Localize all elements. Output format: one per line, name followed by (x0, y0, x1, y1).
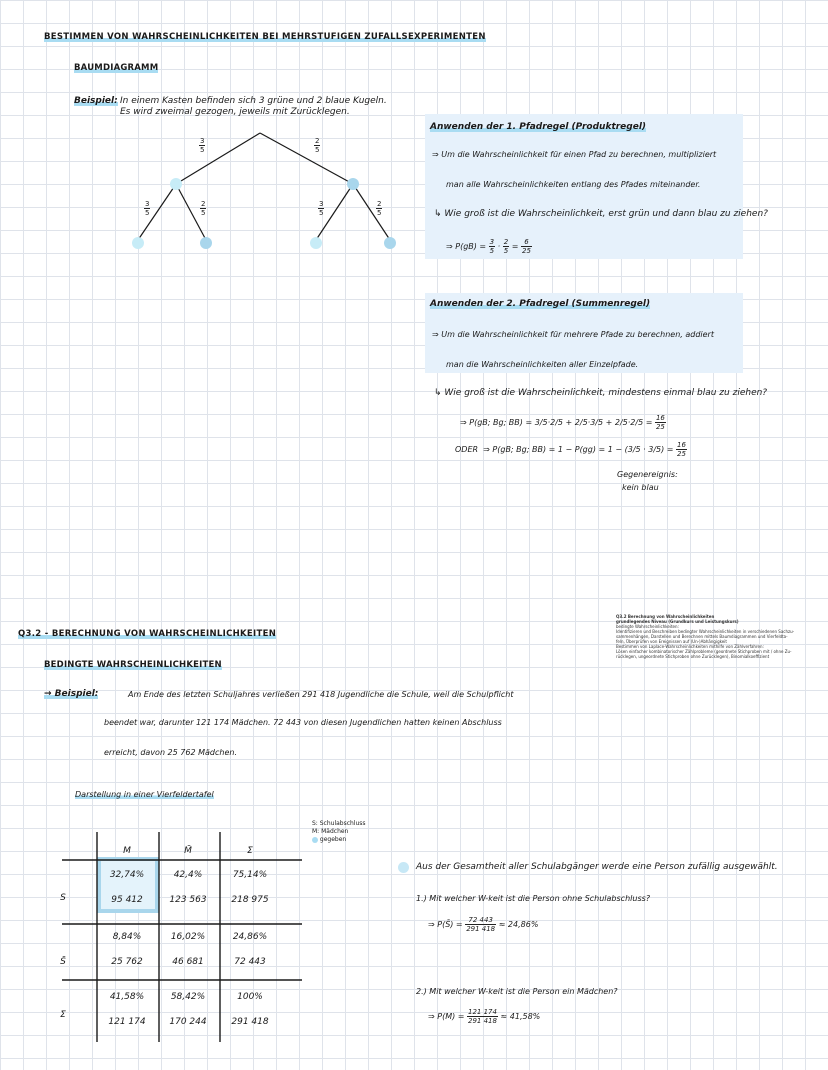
kein-blau: kein blau (622, 483, 659, 492)
example2-label: → Beispiel: (44, 689, 99, 699)
branch-rr (353, 184, 390, 240)
cell-total-pct: 100% (237, 992, 263, 1002)
cell-nots-notm-pct: 16,02% (170, 932, 206, 942)
cell-sum-m-pct: 41,58% (109, 992, 145, 1002)
cell-nots-sum-pct: 24,86% (232, 932, 268, 942)
rule2-formula1: ⇒ P(gB; Bg; BB) = 3/5·2/5 + 2/5·3/5 + 2/5·2/5 = $\frac{16}{25}$ (460, 414, 665, 431)
node-green-blue (200, 237, 212, 249)
question1-formula: ⇒ P(S̄) = $\frac{72 443}{291 418}$ ≈ 24,86% (428, 916, 539, 933)
prob-lr: $\frac{2}{5}$ (201, 200, 206, 217)
cell-sum-notm-pct: 58,42% (170, 992, 206, 1002)
question1: 1.) Mit welcher W-keit ist die Person ohne Schulabschluss? (416, 894, 651, 903)
row-header-sum: Σ (60, 1010, 66, 1020)
gegenereignis: Gegenereignis: (617, 470, 678, 479)
rule1-formula: ⇒ P(gB) = $\frac{3}{5}$ · $\frac{2}{5}$ = $\frac{6}{25}$ (446, 238, 531, 255)
row-header-not-s: S̄ (60, 957, 66, 967)
node-green-green (132, 237, 144, 249)
cell-total-abs: 291 418 (231, 1017, 269, 1027)
section2-title: Q3.2 - BERECHNUNG VON WAHRSCHEINLICHKEITEN (18, 629, 277, 639)
section2-subtitle: BEDINGTE WAHRSCHEINLICHKEITEN (44, 660, 222, 670)
question2-formula: ⇒ P(M) = $\frac{121 174}{291 418}$ ≈ 41,58% (428, 1008, 541, 1025)
cell-nots-m-pct: 8,84% (112, 932, 142, 942)
cell-nots-notm-abs: 46 681 (172, 957, 204, 967)
cell-s-m-pct: 32,74% (109, 870, 145, 880)
section1-subtitle: BAUMDIAGRAMM (74, 63, 159, 73)
prob-top-left: $\frac{3}{5}$ (200, 137, 205, 154)
rule2-question: ↳ Wie groß ist die Wahrscheinlichkeit, mindestens einmal blau zu ziehen? (434, 388, 768, 398)
col-header-m: M (123, 846, 131, 856)
node-blue-blue (384, 237, 396, 249)
cell-nots-m-abs: 25 762 (111, 957, 143, 967)
example-line1: In einem Kasten befinden sich 3 grüne und 2 blaue Kugeln. (120, 96, 387, 106)
cell-sum-notm-abs: 170 244 (169, 1017, 207, 1027)
legend-s: S: Schulabschluss (312, 820, 366, 827)
cell-s-notm-pct: 42,4% (173, 870, 203, 880)
cell-s-sum-pct: 75,14% (232, 870, 268, 880)
prob-rl: $\frac{3}{5}$ (319, 200, 324, 217)
example-line2: Es wird zweimal gezogen, jeweils mit Zurücklegen. (120, 107, 350, 117)
prob-top-right: $\frac{2}{5}$ (315, 137, 320, 154)
legend (312, 820, 366, 844)
node-blue-green (310, 237, 322, 249)
cell-s-m-abs: 95 412 (111, 895, 143, 905)
col-header-not-m: M̄ (184, 846, 192, 856)
prob-rr: $\frac{2}{5}$ (377, 200, 382, 217)
cell-sum-m-abs: 121 174 (108, 1017, 146, 1027)
section1-title: BESTIMMEN VON WAHRSCHEINLICHKEITEN BEI MEHRSTUFIGEN ZUFALLSEXPERIMENTEN (44, 32, 486, 42)
node-blue (347, 178, 359, 190)
table-label: Darstellung in einer Vierfeldertafel (75, 790, 214, 799)
prob-ll: $\frac{3}{5}$ (145, 200, 150, 217)
rule2-line2: man die Wahrscheinlichkeiten aller Einzelpfade. (446, 360, 639, 369)
example-label: Beispiel: (74, 96, 118, 106)
question2: 2.) Mit welcher W-keit ist die Person ein Mädchen? (416, 987, 618, 996)
legend-m: M: Mädchen (312, 828, 349, 835)
rule1-line2: man alle Wahrscheinlichkeiten entlang des Pfades miteinander. (446, 180, 701, 189)
rule2-title: Anwenden der 2. Pfadregel (Summenregel) (430, 299, 651, 309)
branch-top-left (176, 133, 260, 184)
rule1-title: Anwenden der 1. Pfadregel (Produktregel) (430, 122, 647, 132)
example2-line2: beendet war, darunter 121 174 Mädchen. 72 443 von diesen Jugendlichen hatten keinen Abschluss (104, 718, 502, 727)
questions-intro: Aus der Gesamtheit aller Schulabgänger werde eine Person zufällig ausgewählt. (416, 862, 778, 872)
legend-given: gegeben (312, 836, 366, 844)
col-header-sum: Σ (247, 846, 253, 856)
bullet-dot (398, 862, 409, 873)
rule2-formula2: ODER ⇒ P(gB; Bg; BB) = 1 − P(gg) = 1 − (3/5 · 3/5) = $\frac{16}{25}$ (455, 441, 686, 458)
example2-line1: Am Ende des letzten Schuljahres verließen 291 418 Jugendliche die Schule, weil die Schulpflicht (128, 690, 514, 699)
cell-s-notm-abs: 123 563 (169, 895, 207, 905)
rule2-line1: ⇒ Um die Wahrscheinlichkeit für mehrere Pfade zu berechnen, addiert (432, 330, 714, 339)
cell-s-sum-abs: 218 975 (231, 895, 269, 905)
example2-line3: erreicht, davon 25 762 Mädchen. (104, 748, 237, 757)
rule1-line1: ⇒ Um die Wahrscheinlichkeit für einen Pfad zu berechnen, multipliziert (432, 150, 717, 159)
curriculum-note: Q3.2 Berechnung von Wahrscheinlichkeiten grundlegendes Niveau (Grundkurs und Leistungskurs) bedingte Wahrscheinlichkeiten: Identifizieren und Beschreiben bedingter Wahrscheinlichkeiten in verschiedenen Sachzu- sammenhängen, Darstellen und Berechnen mittels Baumdiagrammen und Vierfeldta- feln, Überprüfen von Ereignissen auf (Un-)Abhängigkeit Bestimmen von Laplace-Wahrscheinlichkeiten mithilfe von Zählverfahren: Lösen einfacher kombinatorischer Zählprobleme (geordnete Stichproben mit / ohne Zu- rücklegen, ungeordnete Stichproben ohne Zurücklegen), Binomialkoeffizient (616, 614, 795, 659)
branch-top-right (260, 133, 353, 184)
node-green (170, 178, 182, 190)
cell-nots-sum-abs: 72 443 (234, 957, 266, 967)
row-header-s: S (60, 893, 66, 903)
tree-diagram (120, 125, 410, 260)
rule1-question: ↳ Wie groß ist die Wahrscheinlichkeit, erst grün und dann blau zu ziehen? (434, 209, 768, 219)
